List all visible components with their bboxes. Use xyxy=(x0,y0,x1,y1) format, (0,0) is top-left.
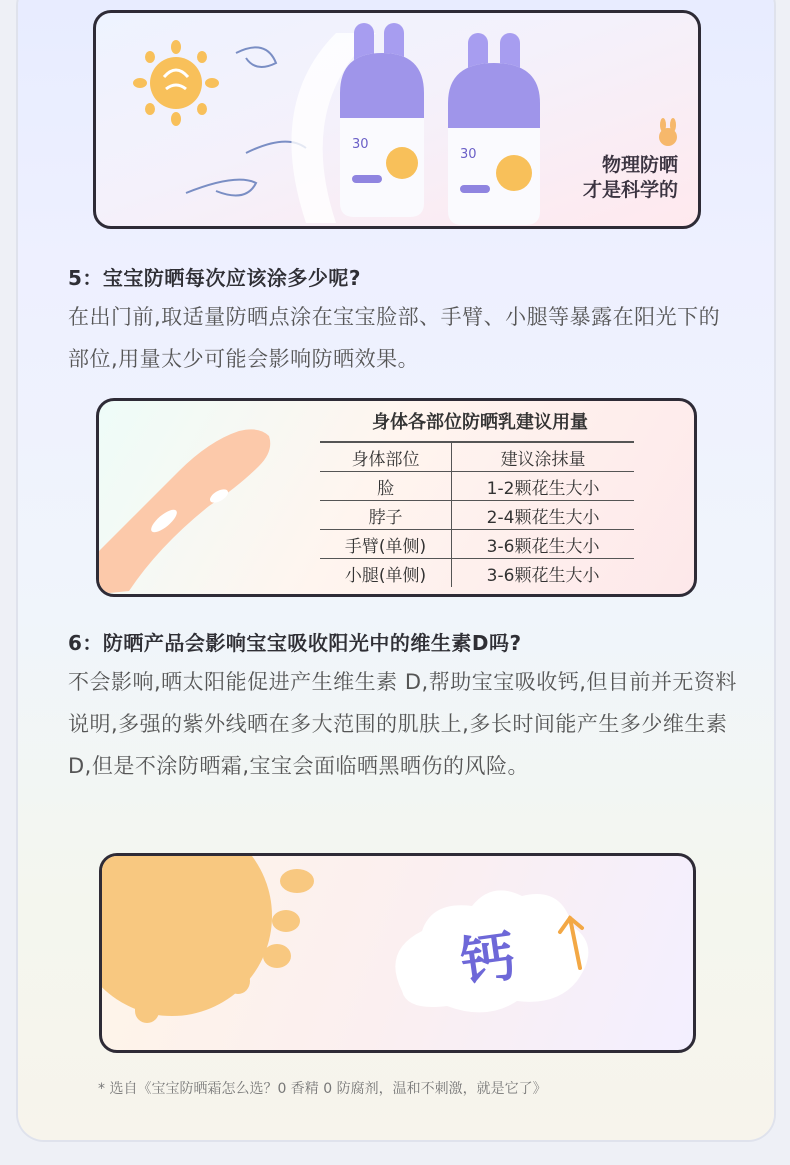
question-6-title: 6：防晒产品会影响宝宝吸收阳光中的维生素D吗? xyxy=(68,631,522,655)
cell-part: 脖子 xyxy=(320,501,452,530)
table-title: 身体各部位防晒乳建议用量 xyxy=(372,412,588,433)
table-row xyxy=(320,472,634,501)
sun-icon xyxy=(133,40,219,126)
cell-amount: 1-2颗花生大小 xyxy=(452,472,634,501)
bunny-icon xyxy=(659,118,677,146)
dosage-table xyxy=(320,441,634,587)
table-header-row xyxy=(320,442,634,472)
sun-icon xyxy=(102,856,314,1023)
cell-part: 手臂(单侧) xyxy=(320,530,452,559)
header-body-part: 身体部位 xyxy=(320,442,452,472)
banner-slogan xyxy=(583,153,678,203)
sun-calcium-illustration xyxy=(102,856,693,1050)
banner-line2: 才是科学的 xyxy=(582,179,678,201)
header-amount: 建议涂抹量 xyxy=(452,442,634,472)
svg-text:30: 30 xyxy=(460,147,477,162)
table-row xyxy=(320,530,634,559)
question-6-body: 不会影响,晒太阳能促进产生维生素 D,帮助宝宝吸收钙,但目前并无资料说明,多强的紫外线晒在多大范围的肌肤上,多长时间能产生多少维生素 D,但是不涂防晒霜,宝宝会面临晒黑晒伤的风险。 xyxy=(68,670,737,778)
calcium-char: 钙 xyxy=(456,924,520,995)
cell-amount: 3-6颗花生大小 xyxy=(452,530,634,559)
calcium-card xyxy=(99,853,696,1053)
sunscreen-banner-image xyxy=(93,10,701,229)
footnote: * 选自《宝宝防晒霜怎么选？0 香精 0 防腐剂，温和不刺激，就是它了》 xyxy=(98,1081,547,1097)
table-row xyxy=(320,559,634,588)
cell-amount: 3-6颗花生大小 xyxy=(452,559,634,588)
cell-part: 小腿(单侧) xyxy=(320,559,452,588)
question-5-body: 在出门前,取适量防晒点涂在宝宝脸部、手臂、小腿等暴露在阳光下的部位,用量太少可能会影响防晒效果。 xyxy=(68,305,721,371)
svg-text:30: 30 xyxy=(352,137,369,152)
cell-amount: 2-4颗花生大小 xyxy=(452,501,634,530)
cell-part: 脸 xyxy=(320,472,452,501)
table-row xyxy=(320,501,634,530)
question-5-title: 5：宝宝防晒每次应该涂多少呢? xyxy=(68,266,362,290)
sunscreen-bottle-2 xyxy=(448,33,540,225)
banner-line1: 物理防晒 xyxy=(601,154,678,176)
